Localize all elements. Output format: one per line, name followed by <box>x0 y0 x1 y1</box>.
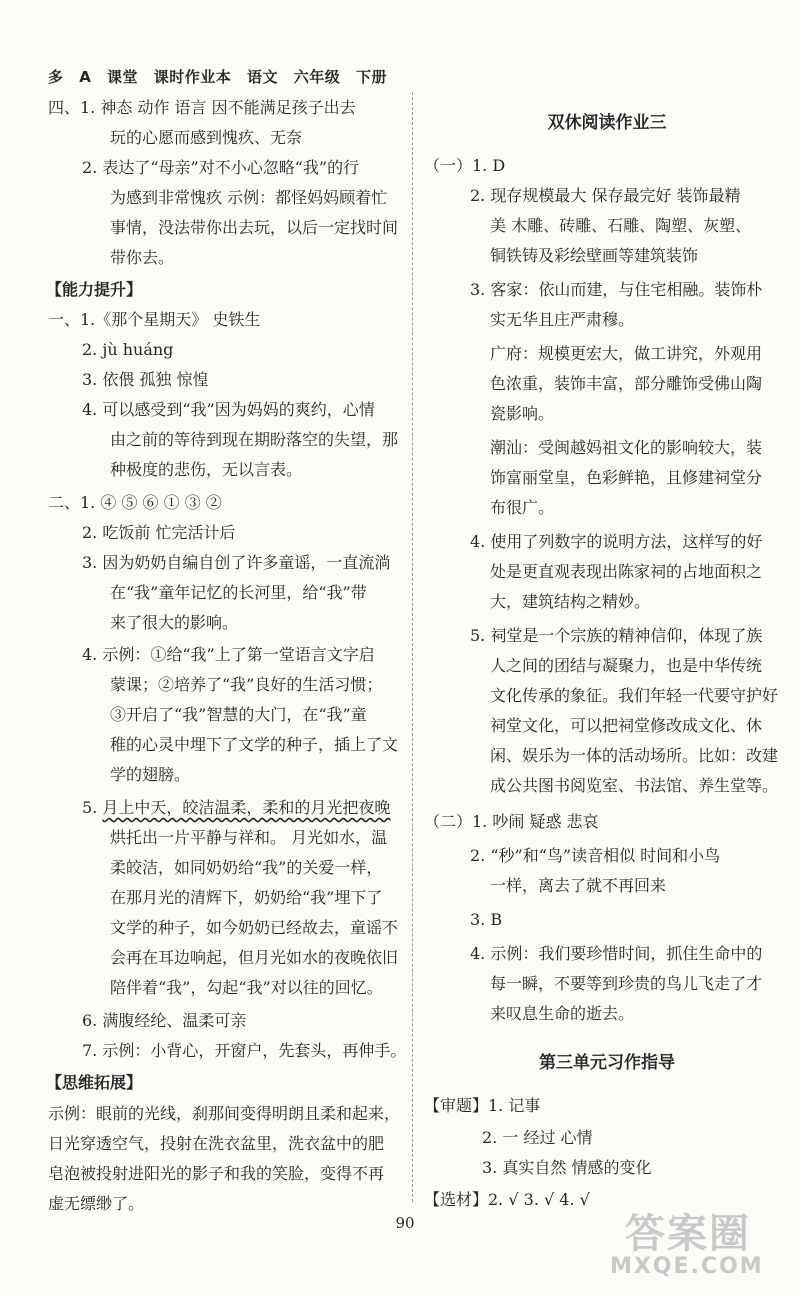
underlined-sentence: 月上中天，皎洁温柔，柔和的月光把夜晚 <box>102 798 391 817</box>
answer-line: 人之间的团结与凝聚力，也是中华传统 <box>490 656 763 675</box>
answer-line: 大，建筑结构之精妙。 <box>490 592 651 611</box>
answer-line: 4. 可以感受到“我”因为妈妈的爽约，心情 <box>82 400 375 419</box>
answer-line: 烘托出一片平静与祥和。 月光如水，温 <box>110 828 388 847</box>
answer-line: 学的翅膀。 <box>110 765 191 784</box>
answer-line: 3. 依偎 孤独 惊惶 <box>82 370 209 389</box>
answer-line: 【思维拓展】 <box>46 1073 143 1092</box>
answer-line: 每一瞬，不要等到珍贵的鸟儿飞走了才 <box>490 974 763 993</box>
answer-line: 带你去。 <box>110 248 175 267</box>
answer-line: 成公共图书阅览室、书法馆、养生堂等。 <box>490 776 779 795</box>
answer-line: 祠堂文化，可以把祠堂修改成文化、休 <box>490 716 763 735</box>
answer-line: 文学的种子，如今奶奶已经故去，童谣不 <box>110 918 399 937</box>
answer-line: 皂泡被投射进阳光的影子和我的笑脸，变得不再 <box>48 1164 385 1183</box>
answer-line: 来叹息生命的逝去。 <box>490 1004 635 1023</box>
answer-line: 为感到非常愧疚 示例：都怪妈妈顾着忙 <box>110 188 388 207</box>
answer-line: 【能力提升】 <box>46 280 143 299</box>
answer-line: 2. 一 经过 心情 <box>482 1128 593 1147</box>
answer-line: 柔皎洁，如同奶奶给“我”的关爱一样， <box>110 858 383 877</box>
answer-line: 实无华且庄严肃穆。 <box>490 310 635 329</box>
answer-line: 来了很大的影响。 <box>110 613 239 632</box>
answer-line: 潮汕：受闽越妈祖文化的影响较大，装 <box>490 438 763 457</box>
answer-line: 4. 示例：①给“我”上了第一堂语言文字启 <box>82 645 375 664</box>
answer-line: 示例：眼前的光线，刹那间变得明朗且柔和起来， <box>48 1104 401 1123</box>
answer-line: 3. 客家：依山而建，与住宅相融。装饰朴 <box>470 280 763 299</box>
answer-line: 种极度的悲伤，无以言表。 <box>110 460 303 479</box>
answer-line: 2. 表达了“母亲”对不小心忽略“我”的行 <box>82 158 360 177</box>
watermark-logo <box>600 1200 790 1290</box>
answer-line: ③开启了“我”智慧的大门，在“我”童 <box>110 705 367 724</box>
answer-line: 文化传承的象征。我们年轻一代要守护好 <box>490 686 779 705</box>
page-number: 90 <box>395 1214 415 1232</box>
watermark-text-top: 答案圈 <box>625 1211 751 1257</box>
answer-line: 在那月光的清辉下，奶奶给“我”埋下了 <box>110 888 383 907</box>
answer-line: 3. 真实自然 情感的变化 <box>482 1158 652 1177</box>
answer-line: 【审题】1. 记事 <box>424 1096 541 1115</box>
answer-line: 玩的心愿而感到愧疚、无奈 <box>110 128 303 147</box>
answer-line: 5. 祠堂是一个宗族的精神信仰，体现了族 <box>470 626 763 645</box>
answer-line: 饰富丽堂皇，色彩鲜艳，且修建祠堂分 <box>490 468 763 487</box>
answer-line: 虚无缥缈了。 <box>48 1194 145 1213</box>
answer-line: 5. 月上中天，皎洁温柔，柔和的月光把夜晚 <box>82 798 391 817</box>
answer-line: 3. B <box>470 910 503 929</box>
answer-line: 铜铁铸及彩绘壁画等建筑装饰 <box>490 246 699 265</box>
answer-line: 一、1.《那个星期天》 史铁生 <box>48 310 261 329</box>
answer-line: 2. 现存规模最大 保存最完好 装饰最精 <box>470 186 741 205</box>
answer-line: 广府：规模更宏大，做工讲究，外观用 <box>490 344 763 363</box>
answer-line: （一）1. D <box>424 156 506 175</box>
answer-line: 布很广。 <box>490 498 555 517</box>
answer-line: 3. 因为奶奶自编自创了许多童谣，一直流淌 <box>82 553 391 572</box>
watermark-text-bottom: MXQE.COM <box>610 1254 764 1279</box>
column-divider <box>412 92 413 1202</box>
answer-line: 陪伴着“我”，勾起“我”对以往的回忆。 <box>110 978 383 997</box>
answer-line: 由之前的等待到现在期盼落空的失望，那 <box>110 430 399 449</box>
answer-line: 4. 使用了列数字的说明方法，这样写的好 <box>470 532 763 551</box>
answer-line: 2. 吃饭前 忙完活计后 <box>82 523 236 542</box>
book-header: 多 A 课堂 课时作业本 语文 六年级 下册 <box>48 68 387 86</box>
answer-line: 美 木雕、砖雕、石雕、陶塑、灰塑、 <box>490 216 752 235</box>
answer-line: 蒙课；②培养了“我”良好的生活习惯； <box>110 675 383 694</box>
answer-line: 2. “秒”和“鸟”读音相似 时间和小鸟 <box>470 846 721 865</box>
answer-line: 4. 示例：我们要珍惜时间，抓住生命中的 <box>470 944 763 963</box>
section-title: 双休阅读作业三 <box>547 113 667 133</box>
answer-line: 闲、娱乐为一体的活动场所。比如：改建 <box>490 746 779 765</box>
answer-line: 6. 满腹经纶、温柔可亲 <box>82 1011 247 1030</box>
answer-line: 处是更直观表现出陈家祠的占地面积之 <box>490 562 763 581</box>
answer-line: 【选材】2. √ 3. √ 4. √ <box>424 1190 590 1209</box>
answer-line: 色浓重，装饰丰富，部分雕饰受佛山陶 <box>490 374 763 393</box>
answer-line: 一样，离去了就不再回来 <box>490 876 667 895</box>
answer-line: 会再在耳边响起，但月光如水的夜晚依旧 <box>110 948 399 967</box>
answer-line: 在“我”童年记忆的长河里，给“我”带 <box>110 583 367 602</box>
answer-line: 日光穿透空气，投射在洗衣盆里，洗衣盆中的肥 <box>48 1134 385 1153</box>
answer-line: （二）1. 吵闹 疑惑 悲哀 <box>424 812 599 831</box>
answer-line: 事情，没法带你出去玩，以后一定找时间 <box>110 218 399 237</box>
answer-line: 7. 示例：小背心，开窗户，先套头，再伸手。 <box>82 1041 407 1060</box>
answer-line: 瓷影响。 <box>490 404 555 423</box>
section-title: 第三单元习作指导 <box>539 1053 675 1073</box>
answer-line: 2. jù huáng <box>82 340 174 359</box>
answer-line: 稚的心灵中埋下了文学的种子，插上了文 <box>110 735 399 754</box>
answer-line: 四、1. 神态 动作 语言 因不能满足孩子出去 <box>48 98 356 117</box>
answer-line: 二、1. ④ ⑤ ⑥ ① ③ ② <box>48 493 222 512</box>
